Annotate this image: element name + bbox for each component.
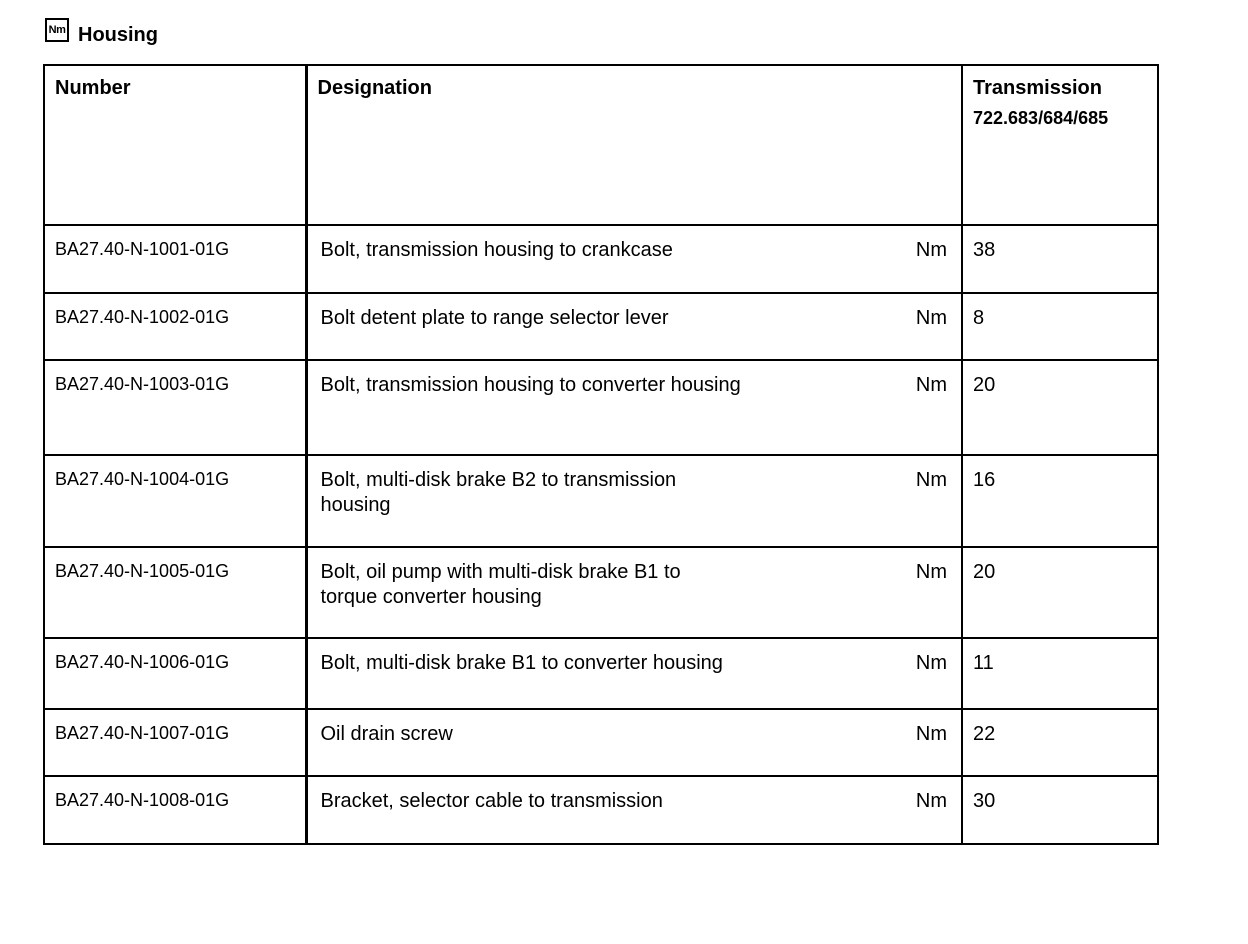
row-designation <box>306 225 962 293</box>
row-number: BA27.40-N-1007-01G <box>44 709 306 776</box>
row-number: BA27.40-N-1002-01G <box>44 293 306 360</box>
row-designation <box>306 709 962 776</box>
torque-nm-icon: Nm <box>45 18 69 42</box>
torque-table <box>43 64 1159 845</box>
row-value: 22 <box>962 709 1158 776</box>
row-designation-text: Bolt, multi-disk brake B1 to converter housing <box>320 652 723 674</box>
row-designation <box>306 455 962 547</box>
table-row <box>44 776 1158 844</box>
row-value: 20 <box>962 360 1158 455</box>
row-value: 8 <box>962 293 1158 360</box>
section-title <box>45 18 158 48</box>
table-row <box>44 360 1158 455</box>
table-row <box>44 709 1158 776</box>
table-row <box>44 547 1158 638</box>
row-number: BA27.40-N-1004-01G <box>44 455 306 547</box>
row-designation-text: Oil drain screw <box>320 723 453 745</box>
table-row <box>44 455 1158 547</box>
row-designation <box>306 547 962 638</box>
row-designation <box>306 293 962 360</box>
header-number <box>44 65 306 225</box>
header-designation-label: Designation <box>317 77 432 99</box>
row-value: 30 <box>962 776 1158 844</box>
section-title-text: Housing <box>78 24 158 46</box>
row-value: 38 <box>962 225 1158 293</box>
row-number: BA27.40-N-1005-01G <box>44 547 306 638</box>
row-unit: Nm <box>915 561 947 583</box>
row-value: 20 <box>962 547 1158 638</box>
row-designation <box>306 776 962 844</box>
row-designation-text: Bolt, multi-disk brake B2 to transmission housing <box>320 469 677 516</box>
table-row <box>44 638 1158 709</box>
header-designation <box>306 65 962 225</box>
row-designation <box>306 638 962 709</box>
row-designation-text: Bolt, oil pump with multi-disk brake B1 to torque converter housing <box>320 561 681 608</box>
row-unit: Nm <box>915 469 947 491</box>
row-designation-text: Bolt detent plate to range selector lever <box>320 307 669 329</box>
table-row <box>44 225 1158 293</box>
row-unit: Nm <box>915 723 947 745</box>
row-number: BA27.40-N-1008-01G <box>44 776 306 844</box>
row-unit: Nm <box>915 652 947 674</box>
row-unit: Nm <box>915 374 947 396</box>
row-value: 11 <box>962 638 1158 709</box>
row-designation-text: Bolt, transmission housing to converter housing <box>320 374 741 396</box>
header-number-label: Number <box>55 77 131 99</box>
row-number: BA27.40-N-1003-01G <box>44 360 306 455</box>
header-transmission-models: 722.683/684/685 <box>973 108 1109 128</box>
header-transmission <box>962 65 1158 225</box>
table-header-row <box>44 65 1158 225</box>
row-number: BA27.40-N-1001-01G <box>44 225 306 293</box>
row-designation-text: Bolt, transmission housing to crankcase <box>320 239 673 261</box>
row-designation-text: Bracket, selector cable to transmission <box>320 790 663 812</box>
row-unit: Nm <box>915 239 947 261</box>
row-number: BA27.40-N-1006-01G <box>44 638 306 709</box>
table-row <box>44 293 1158 360</box>
row-value: 16 <box>962 455 1158 547</box>
row-unit: Nm <box>915 790 947 812</box>
header-transmission-label: Transmission <box>973 77 1102 99</box>
row-designation <box>306 360 962 455</box>
row-unit: Nm <box>915 307 947 329</box>
